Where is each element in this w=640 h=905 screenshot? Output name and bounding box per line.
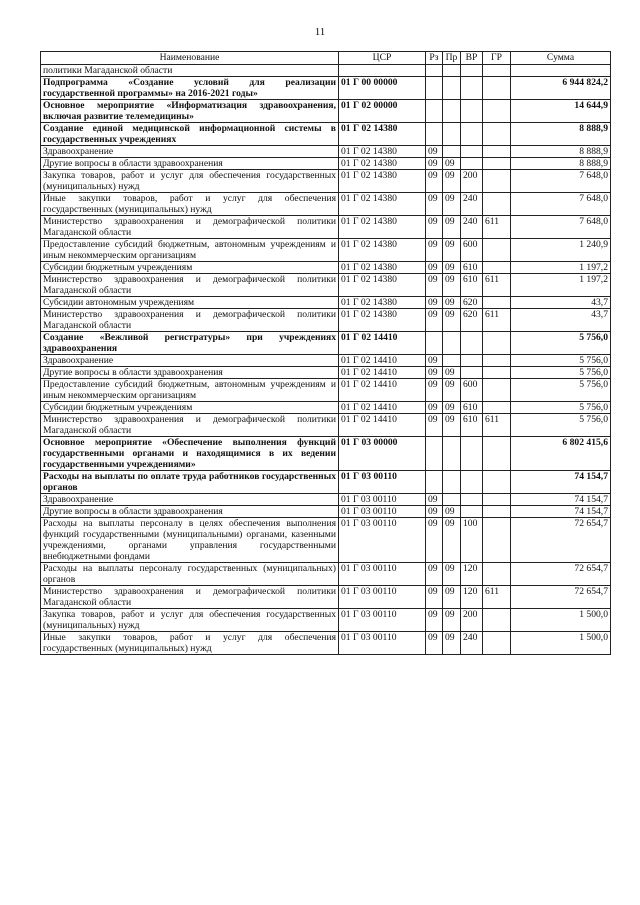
table-row: [41, 437, 611, 471]
cell-gr: [483, 355, 511, 367]
cell-name: Министерство здравоохранения и демографической политики Магаданской области: [41, 586, 339, 609]
table-row: [41, 355, 611, 367]
cell-vr: 120: [461, 586, 483, 609]
cell-sum: 7 648,0: [511, 193, 611, 216]
cell-pr: [443, 65, 461, 77]
table-header-row: [41, 52, 611, 65]
table-row: [41, 379, 611, 402]
cell-pr: 09: [443, 193, 461, 216]
cell-csr: 01 Г 02 14410: [339, 402, 426, 414]
cell-csr: 01 Г 02 14380: [339, 146, 426, 158]
cell-gr: 611: [483, 586, 511, 609]
cell-pr: 09: [443, 609, 461, 632]
cell-sum: 5 756,0: [511, 367, 611, 379]
cell-pr: [443, 77, 461, 100]
cell-gr: [483, 146, 511, 158]
cell-rz: 09: [426, 632, 443, 655]
cell-gr: [483, 471, 511, 494]
cell-sum: 5 756,0: [511, 414, 611, 437]
cell-gr: [483, 563, 511, 586]
cell-gr: 611: [483, 414, 511, 437]
cell-rz: 09: [426, 146, 443, 158]
cell-csr: 01 Г 02 14410: [339, 379, 426, 402]
cell-vr: [461, 367, 483, 379]
cell-vr: 120: [461, 563, 483, 586]
header-pr: Пр: [443, 52, 461, 65]
cell-name: Предоставление субсидий бюджетным, автономным учреждениям и иным некоммерческим организациям: [41, 239, 339, 262]
table-row: [41, 297, 611, 309]
cell-pr: 09: [443, 309, 461, 332]
cell-pr: 09: [443, 297, 461, 309]
cell-pr: [443, 494, 461, 506]
cell-pr: 09: [443, 586, 461, 609]
cell-vr: 100: [461, 518, 483, 563]
cell-rz: [426, 77, 443, 100]
table-row: [41, 262, 611, 274]
table-row: [41, 586, 611, 609]
cell-name: Расходы на выплаты персоналу государственных (муниципальных) органов: [41, 563, 339, 586]
cell-csr: 01 Г 03 00110: [339, 471, 426, 494]
header-csr: ЦСР: [339, 52, 426, 65]
cell-name: Расходы на выплаты персоналу в целях обеспечения выполнения функций государственными (муниципальными) органами, казенными учреждениями, органами управления государственными внебюджетными фондами: [41, 518, 339, 563]
table-row: [41, 518, 611, 563]
cell-gr: 611: [483, 274, 511, 297]
cell-name: Министерство здравоохранения и демографической политики Магаданской области: [41, 414, 339, 437]
cell-pr: [443, 332, 461, 355]
table-row: [41, 367, 611, 379]
table-body: [41, 65, 611, 655]
cell-name: Министерство здравоохранения и демографической политики Магаданской области: [41, 216, 339, 239]
cell-rz: 09: [426, 402, 443, 414]
cell-vr: [461, 123, 483, 146]
cell-gr: [483, 379, 511, 402]
cell-sum: 74 154,7: [511, 494, 611, 506]
cell-pr: [443, 355, 461, 367]
cell-csr: 01 Г 02 14410: [339, 414, 426, 437]
cell-pr: 09: [443, 216, 461, 239]
cell-pr: 09: [443, 262, 461, 274]
cell-gr: 611: [483, 216, 511, 239]
cell-pr: 09: [443, 563, 461, 586]
cell-csr: 01 Г 02 14380: [339, 309, 426, 332]
cell-gr: 611: [483, 309, 511, 332]
cell-pr: 09: [443, 414, 461, 437]
cell-gr: [483, 239, 511, 262]
cell-pr: [443, 100, 461, 123]
cell-sum: 74 154,7: [511, 506, 611, 518]
cell-name: Субсидии автономным учреждениям: [41, 297, 339, 309]
cell-sum: 43,7: [511, 309, 611, 332]
cell-pr: 09: [443, 158, 461, 170]
cell-csr: 01 Г 02 14410: [339, 355, 426, 367]
cell-csr: 01 Г 02 14380: [339, 123, 426, 146]
cell-gr: [483, 297, 511, 309]
table-row: [41, 494, 611, 506]
cell-vr: 600: [461, 379, 483, 402]
table-row: [41, 563, 611, 586]
header-gr: ГР: [483, 52, 511, 65]
table-row: [41, 609, 611, 632]
header-rz: Рз: [426, 52, 443, 65]
cell-rz: 09: [426, 262, 443, 274]
cell-rz: 09: [426, 158, 443, 170]
cell-vr: 200: [461, 170, 483, 193]
cell-rz: [426, 471, 443, 494]
cell-name: Основное мероприятие «Информатизация здравоохранения, включая развитие телемедицины»: [41, 100, 339, 123]
cell-gr: [483, 100, 511, 123]
cell-name: Здравоохранение: [41, 146, 339, 158]
cell-sum: 72 654,7: [511, 586, 611, 609]
cell-pr: 09: [443, 367, 461, 379]
cell-name: Другие вопросы в области здравоохранения: [41, 367, 339, 379]
cell-rz: [426, 65, 443, 77]
cell-vr: 610: [461, 274, 483, 297]
cell-rz: 09: [426, 586, 443, 609]
table-row: [41, 239, 611, 262]
cell-rz: [426, 332, 443, 355]
cell-vr: 610: [461, 414, 483, 437]
cell-gr: [483, 123, 511, 146]
cell-vr: 200: [461, 609, 483, 632]
table-row: [41, 274, 611, 297]
cell-pr: 09: [443, 632, 461, 655]
cell-gr: [483, 518, 511, 563]
cell-gr: [483, 437, 511, 471]
cell-name: Иные закупки товаров, работ и услуг для обеспечения государственных (муниципальных) нужд: [41, 193, 339, 216]
cell-name: Создание «Вежливой регистратуры» при учреждениях здравоохранения: [41, 332, 339, 355]
table-row: [41, 471, 611, 494]
cell-sum: 43,7: [511, 297, 611, 309]
cell-vr: [461, 332, 483, 355]
cell-name: Другие вопросы в области здравоохранения: [41, 158, 339, 170]
table-row: [41, 506, 611, 518]
cell-csr: 01 Г 02 00000: [339, 100, 426, 123]
cell-rz: 09: [426, 379, 443, 402]
table-row: [41, 123, 611, 146]
cell-sum: 8 888,9: [511, 158, 611, 170]
cell-vr: 610: [461, 262, 483, 274]
header-vr: ВР: [461, 52, 483, 65]
cell-rz: 09: [426, 170, 443, 193]
cell-name: Подпрограмма «Создание условий для реализации государственной программы» на 2016-2021 годы»: [41, 77, 339, 100]
cell-csr: 01 Г 03 00110: [339, 518, 426, 563]
cell-sum: 5 756,0: [511, 402, 611, 414]
cell-pr: [443, 146, 461, 158]
cell-vr: [461, 506, 483, 518]
cell-sum: 72 654,7: [511, 518, 611, 563]
cell-rz: 09: [426, 355, 443, 367]
cell-sum: 14 644,9: [511, 100, 611, 123]
cell-pr: 09: [443, 274, 461, 297]
table-row: [41, 158, 611, 170]
table-row: [41, 414, 611, 437]
cell-pr: 09: [443, 239, 461, 262]
cell-gr: [483, 609, 511, 632]
cell-csr: 01 Г 03 00110: [339, 506, 426, 518]
cell-rz: 09: [426, 309, 443, 332]
cell-vr: 240: [461, 216, 483, 239]
cell-name: Здравоохранение: [41, 355, 339, 367]
cell-csr: 01 Г 03 00110: [339, 563, 426, 586]
cell-rz: 09: [426, 367, 443, 379]
cell-name: Здравоохранение: [41, 494, 339, 506]
cell-vr: 610: [461, 402, 483, 414]
cell-csr: 01 Г 02 14380: [339, 193, 426, 216]
table-row: [41, 332, 611, 355]
cell-sum: 72 654,7: [511, 563, 611, 586]
cell-vr: [461, 146, 483, 158]
cell-rz: 09: [426, 297, 443, 309]
cell-vr: 240: [461, 632, 483, 655]
cell-rz: 09: [426, 506, 443, 518]
cell-csr: 01 Г 02 14410: [339, 367, 426, 379]
cell-gr: [483, 632, 511, 655]
cell-pr: 09: [443, 518, 461, 563]
table-row: [41, 65, 611, 77]
cell-csr: 01 Г 03 00110: [339, 586, 426, 609]
cell-name: Предоставление субсидий бюджетным, автономным учреждениям и иным некоммерческим организациям: [41, 379, 339, 402]
cell-sum: 8 888,9: [511, 146, 611, 158]
table-row: [41, 146, 611, 158]
cell-sum: 1 197,2: [511, 274, 611, 297]
table-row: [41, 402, 611, 414]
cell-csr: 01 Г 02 14380: [339, 216, 426, 239]
cell-gr: [483, 367, 511, 379]
cell-vr: 600: [461, 239, 483, 262]
table-row: [41, 193, 611, 216]
cell-rz: 09: [426, 609, 443, 632]
table-row: [41, 632, 611, 655]
cell-sum: 8 888,9: [511, 123, 611, 146]
cell-csr: 01 Г 02 14380: [339, 239, 426, 262]
cell-sum: 5 756,0: [511, 379, 611, 402]
cell-rz: 09: [426, 518, 443, 563]
cell-vr: [461, 65, 483, 77]
cell-csr: 01 Г 03 00110: [339, 632, 426, 655]
cell-sum: 5 756,0: [511, 355, 611, 367]
cell-csr: 01 Г 03 00110: [339, 609, 426, 632]
cell-rz: 09: [426, 563, 443, 586]
page-number: 11: [314, 26, 326, 38]
cell-gr: [483, 65, 511, 77]
table-row: [41, 309, 611, 332]
cell-csr: 01 Г 02 14410: [339, 332, 426, 355]
cell-gr: [483, 332, 511, 355]
cell-pr: 09: [443, 379, 461, 402]
cell-name: Другие вопросы в области здравоохранения: [41, 506, 339, 518]
cell-csr: 01 Г 03 00110: [339, 494, 426, 506]
cell-vr: [461, 100, 483, 123]
cell-sum: 1 500,0: [511, 609, 611, 632]
cell-pr: 09: [443, 402, 461, 414]
cell-rz: [426, 123, 443, 146]
cell-gr: [483, 494, 511, 506]
cell-pr: 09: [443, 506, 461, 518]
cell-name: Создание единой медицинской информационной системы в государственных учреждениях: [41, 123, 339, 146]
cell-name: Министерство здравоохранения и демографической политики Магаданской области: [41, 274, 339, 297]
cell-sum: 7 648,0: [511, 216, 611, 239]
cell-name: Закупка товаров, работ и услуг для обеспечения государственных (муниципальных) нужд: [41, 170, 339, 193]
cell-sum: 74 154,7: [511, 471, 611, 494]
cell-csr: 01 Г 02 14380: [339, 297, 426, 309]
cell-pr: [443, 123, 461, 146]
cell-rz: 09: [426, 193, 443, 216]
cell-pr: [443, 437, 461, 471]
cell-csr: 01 Г 00 00000: [339, 77, 426, 100]
cell-vr: [461, 437, 483, 471]
cell-sum: 5 756,0: [511, 332, 611, 355]
cell-rz: [426, 100, 443, 123]
cell-sum: [511, 65, 611, 77]
cell-vr: [461, 355, 483, 367]
budget-table: [40, 51, 611, 655]
cell-vr: 620: [461, 309, 483, 332]
cell-gr: [483, 158, 511, 170]
cell-sum: 6 802 415,6: [511, 437, 611, 471]
cell-gr: [483, 402, 511, 414]
cell-gr: [483, 77, 511, 100]
cell-name: Субсидии бюджетным учреждениям: [41, 402, 339, 414]
cell-vr: 240: [461, 193, 483, 216]
cell-csr: 01 Г 02 14380: [339, 274, 426, 297]
table-row: [41, 100, 611, 123]
cell-pr: 09: [443, 170, 461, 193]
cell-rz: 09: [426, 216, 443, 239]
cell-csr: [339, 65, 426, 77]
cell-sum: 1 240,9: [511, 239, 611, 262]
cell-sum: 6 944 824,2: [511, 77, 611, 100]
cell-vr: [461, 471, 483, 494]
cell-name: Министерство здравоохранения и демографической политики Магаданской области: [41, 309, 339, 332]
cell-rz: 09: [426, 274, 443, 297]
cell-name: Основное мероприятие «Обеспечение выполнения функций государственными органами и находящимися в их ведении государственными учреждениями»: [41, 437, 339, 471]
cell-csr: 01 Г 03 00000: [339, 437, 426, 471]
cell-gr: [483, 506, 511, 518]
table-row: [41, 170, 611, 193]
cell-gr: [483, 193, 511, 216]
cell-sum: 1 197,2: [511, 262, 611, 274]
cell-sum: 1 500,0: [511, 632, 611, 655]
cell-sum: 7 648,0: [511, 170, 611, 193]
table-row: [41, 77, 611, 100]
cell-csr: 01 Г 02 14380: [339, 170, 426, 193]
header-sum: Сумма: [511, 52, 611, 65]
cell-rz: [426, 437, 443, 471]
cell-name: политики Магаданской области: [41, 65, 339, 77]
header-name: Наименование: [41, 52, 339, 65]
cell-gr: [483, 262, 511, 274]
cell-vr: 620: [461, 297, 483, 309]
cell-rz: 09: [426, 414, 443, 437]
table-row: [41, 216, 611, 239]
cell-vr: [461, 494, 483, 506]
cell-rz: 09: [426, 494, 443, 506]
cell-name: Субсидии бюджетным учреждениям: [41, 262, 339, 274]
cell-name: Расходы на выплаты по оплате труда работников государственных органов: [41, 471, 339, 494]
cell-name: Закупка товаров, работ и услуг для обеспечения государственных (муниципальных) нужд: [41, 609, 339, 632]
cell-name: Иные закупки товаров, работ и услуг для обеспечения государственных (муниципальных) нужд: [41, 632, 339, 655]
cell-rz: 09: [426, 239, 443, 262]
cell-vr: [461, 77, 483, 100]
cell-gr: [483, 170, 511, 193]
cell-csr: 01 Г 02 14380: [339, 262, 426, 274]
cell-pr: [443, 471, 461, 494]
cell-vr: [461, 158, 483, 170]
cell-csr: 01 Г 02 14380: [339, 158, 426, 170]
